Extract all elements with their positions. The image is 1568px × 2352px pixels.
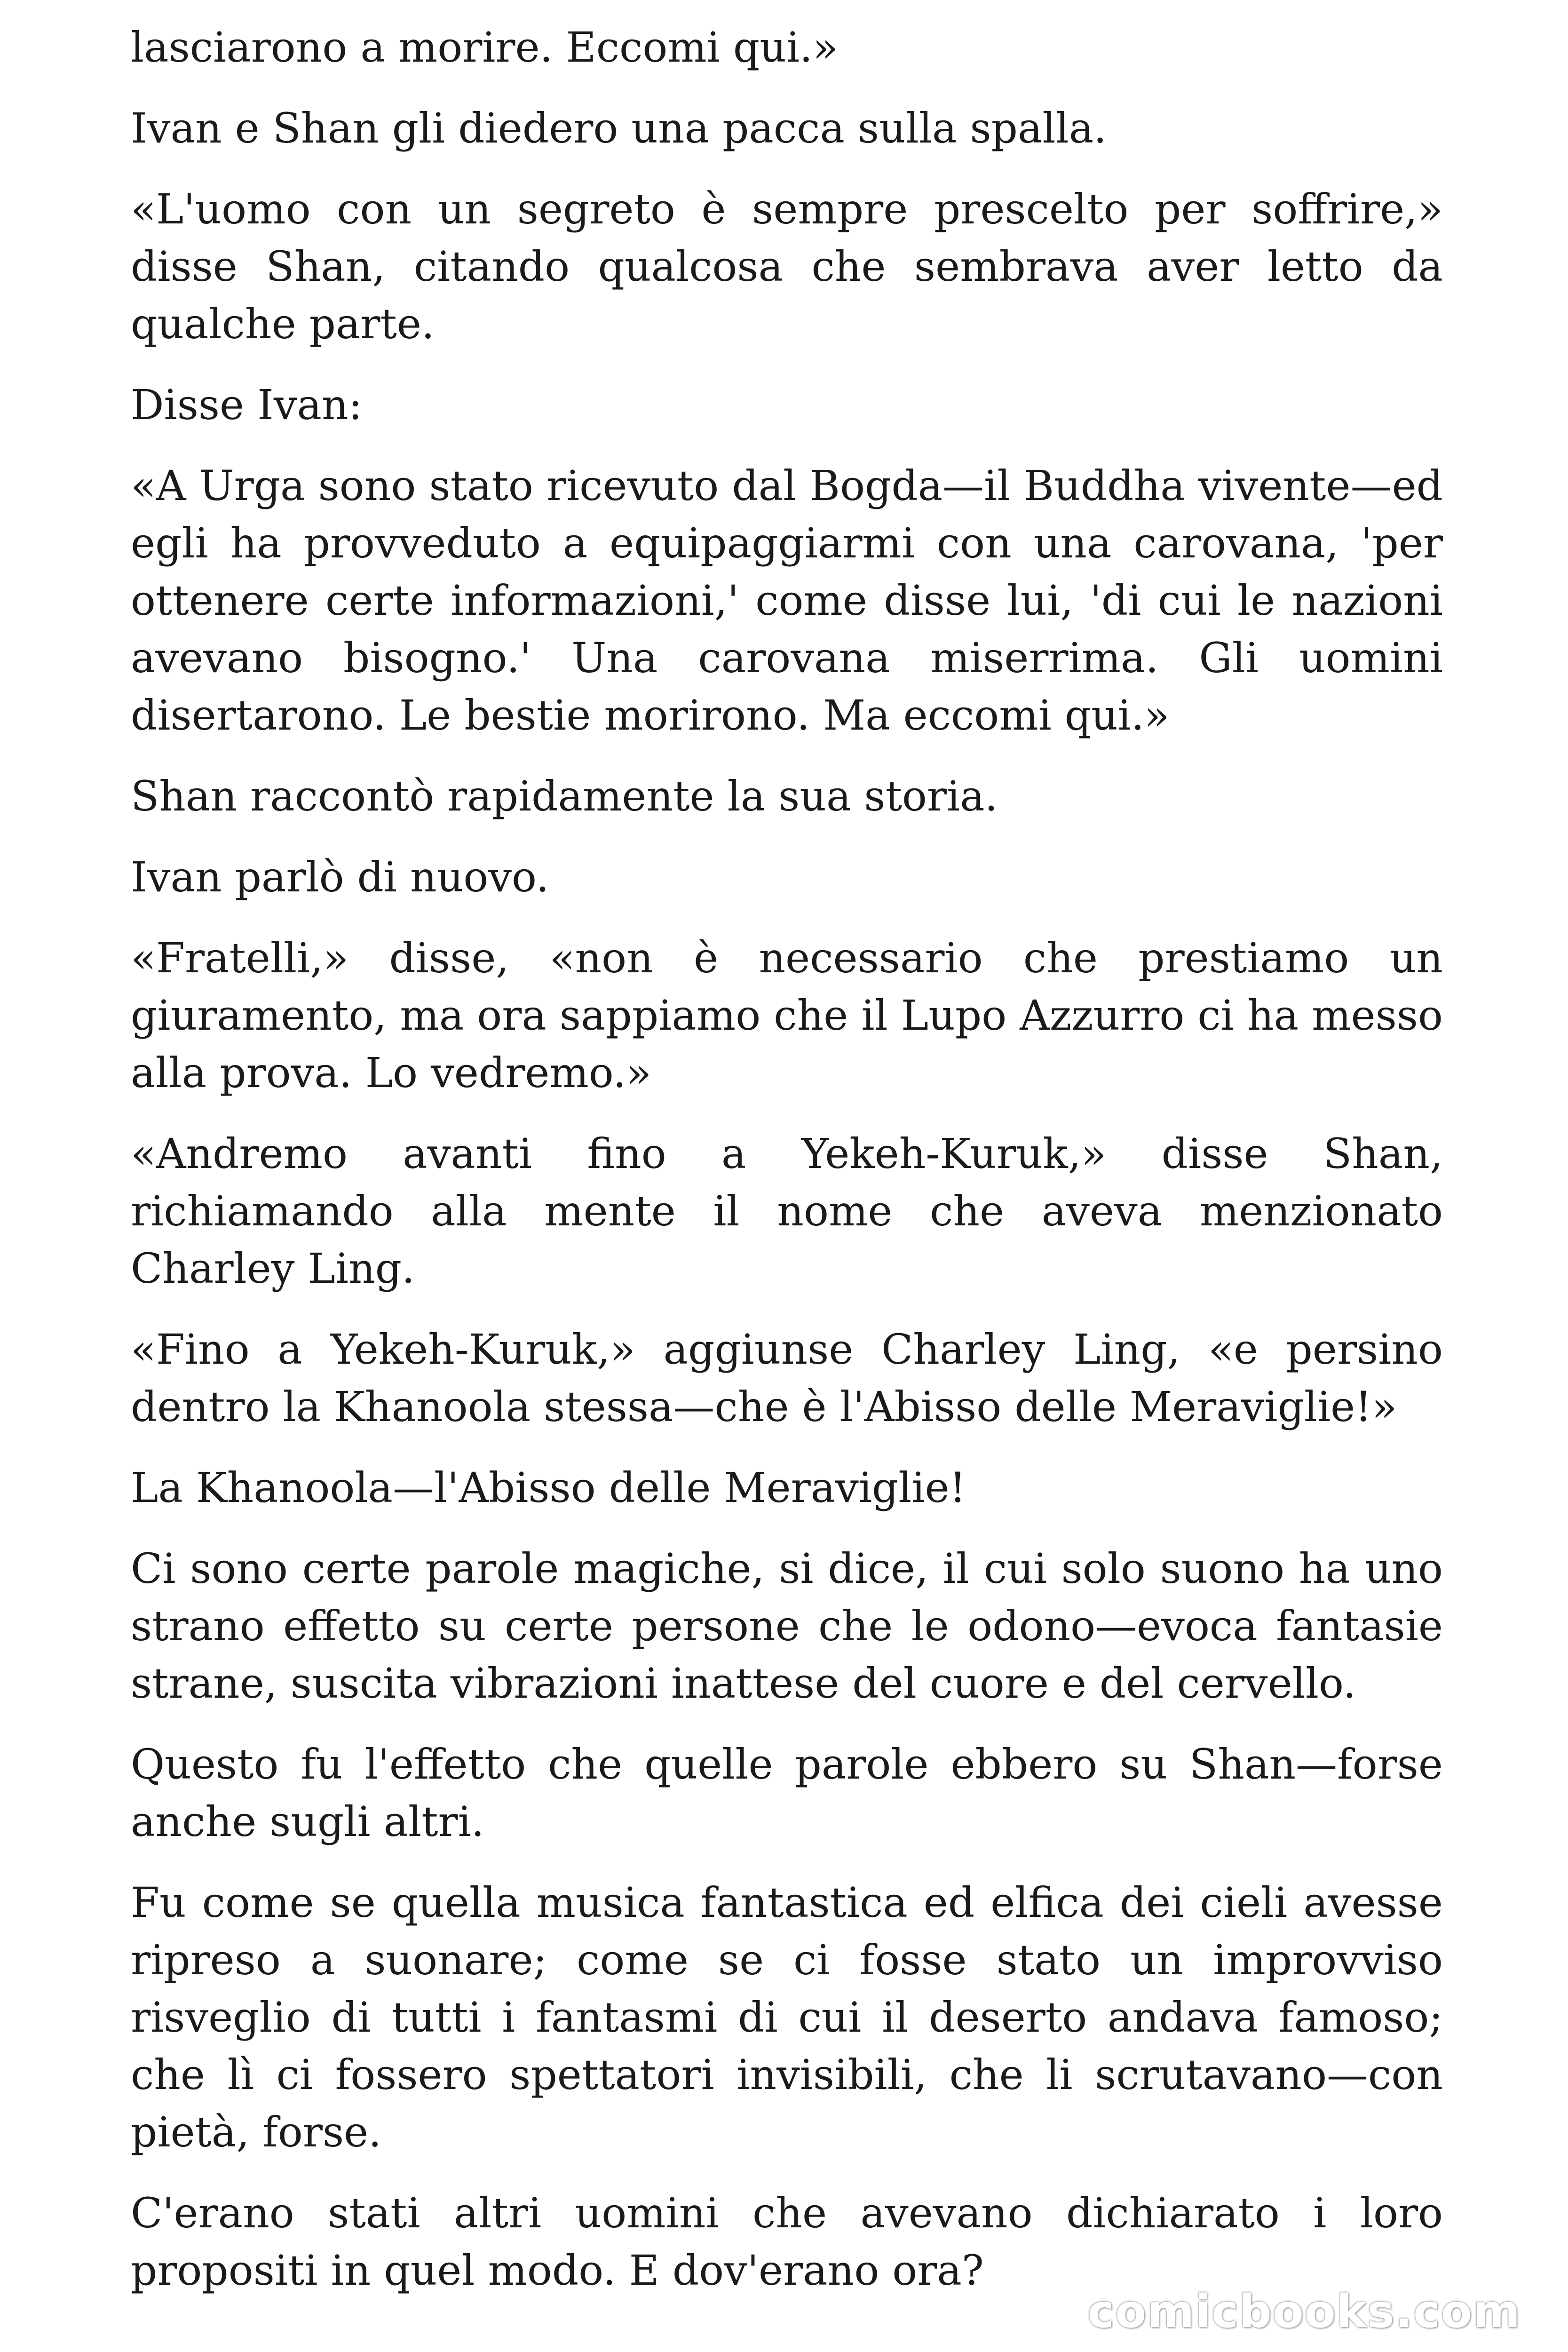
paragraph: Questo fu l'effetto che quelle parole ebbero su Shan—forse anche sugli altri. xyxy=(131,1740,1443,1846)
paragraph: Ci sono certe parole magiche, si dice, il cui solo suono ha uno strano effetto su certe persone che le odono—evoca fantasie strane, suscita vibrazioni inattese del cuore e del cervello. xyxy=(131,1544,1443,1708)
paragraph: «A Urga sono stato ricevuto dal Bogda—il Buddha vivente—ed egli ha provveduto a equipaggiarmi con una carovana, 'per ottenere certe informazioni,' come disse lui, 'di cui le nazioni avevano bisogno.' Una carovana miserrima. Gli uomini disertarono. Le bestie morirono. Ma eccomi qui.» xyxy=(131,461,1443,739)
page-text xyxy=(131,19,1443,2323)
paragraph: «Andremo avanti fino a Yekeh-Kuruk,» disse Shan, richiamando alla mente il nome che aveva menzionato Charley Ling. xyxy=(131,1129,1443,1293)
paragraph: «Fino a Yekeh-Kuruk,» aggiunse Charley Ling, «e persino dentro la Khanoola stessa—che è l'Abisso delle Meraviglie!» xyxy=(131,1325,1443,1431)
paragraph: «L'uomo con un segreto è sempre prescelto per soffrire,» disse Shan, citando qualcosa che sembrava aver letto da qualche parte. xyxy=(131,185,1443,348)
paragraph: Ivan e Shan gli diedero una pacca sulla spalla. xyxy=(131,104,1107,152)
paragraph: Disse Ivan: xyxy=(131,381,363,429)
watermark: comicbooks.com xyxy=(1087,2285,1521,2338)
paragraph: lasciarono a morire. Eccomi qui.» xyxy=(131,23,838,72)
paragraph: Shan raccontò rapidamente la sua storia. xyxy=(131,772,998,820)
paragraph: La Khanoola—l'Abisso delle Meraviglie! xyxy=(131,1463,966,1512)
paragraph: Ivan parlò di nuovo. xyxy=(131,853,549,901)
paragraph: Fu come se quella musica fantastica ed elfica dei cieli avesse ripreso a suonare; come se ci fosse stato un improvviso risveglio di tutti i fantasmi di cui il deserto andava famoso; che lì ci fossero spettatori invisibili, che li scrutavano—con pietà, forse. xyxy=(131,1878,1443,2156)
paragraph: «Fratelli,» disse, «non è necessario che prestiamo un giuramento, ma ora sappiamo che il Lupo Azzurro ci ha messo alla prova. Lo vedremo.» xyxy=(131,934,1443,1097)
paragraph: C'erano stati altri uomini che avevano dichiarato i loro propositi in quel modo. E dov'erano ora? xyxy=(131,2189,1443,2295)
